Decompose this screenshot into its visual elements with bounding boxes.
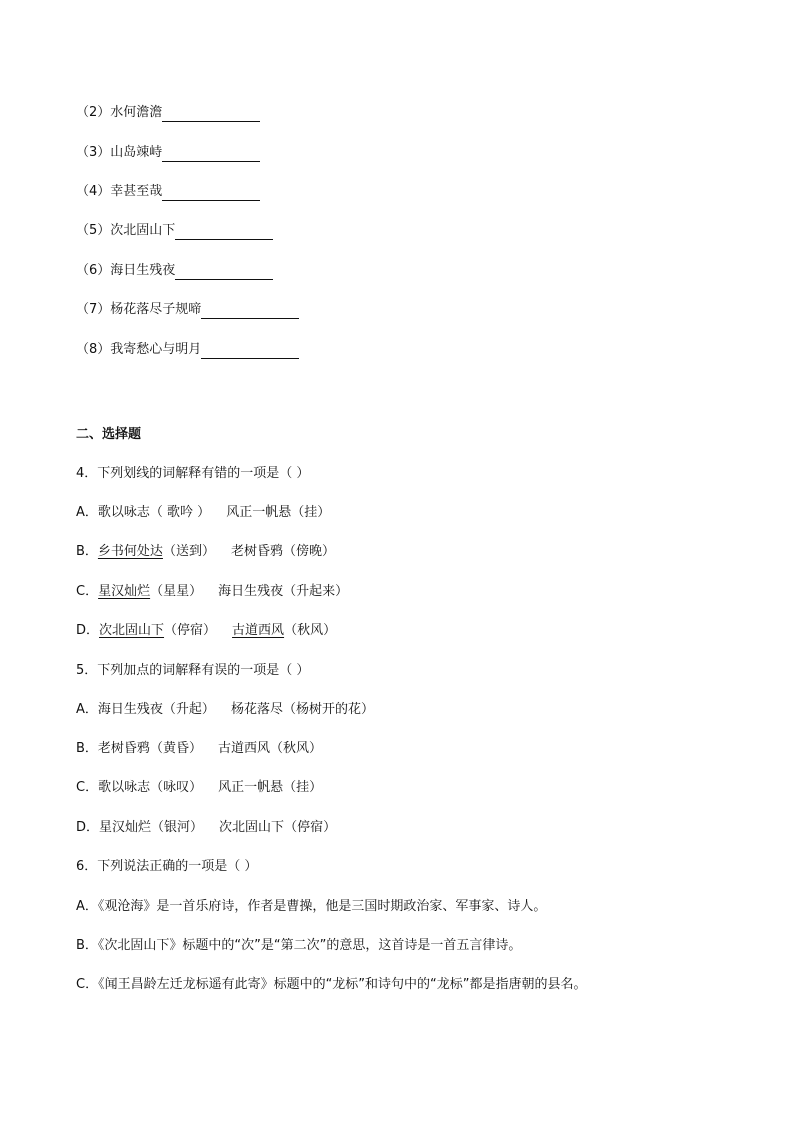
option-phrase-2: 海日生残夜 [218,584,284,599]
fill-item-text: 水何澹澹 [110,105,163,120]
q6-option-c[interactable]: C．《闻王昌龄左迁龙标遥有此寄》标题中的“龙标”和诗句中的“龙标”都是指唐朝的县名。 [76,977,587,992]
option-phrase-2: 古道西风 [217,741,270,756]
answer-blank[interactable] [201,344,299,359]
option-explain-2: （挂） [283,780,323,795]
option-phrase-1: 歌以咏志 [97,505,150,520]
answer-blank[interactable] [201,304,299,319]
q6-option-a[interactable]: A．《观沧海》是一首乐府诗，作者是曹操，他是三国时期政治家、军事家、诗人。 [76,899,547,914]
option-explain-1: （银河） [151,820,204,835]
fill-item-number: （2） [76,105,111,120]
answer-blank[interactable] [162,186,260,201]
option-explain-1: （升起） [162,702,215,717]
option-label: B． [76,544,98,559]
option-phrase-1: 海日生残夜 [97,702,163,717]
option-label: A． [76,702,98,717]
option-explain-2: （停宿） [284,820,337,835]
option-phrase-1: 老树昏鸦 [97,741,150,756]
question-5-stem: 5．下列加点的词解释有误的一项是（ ） [76,663,310,678]
option-label: A． [76,505,98,520]
option-explain-1: （送到） [162,544,215,559]
fill-item-text: 山岛竦峙 [110,145,163,160]
fill-item-text: 次北固山下 [110,223,176,238]
fill-item-7 [76,301,299,319]
fill-item-5 [76,222,273,240]
option-phrase-1: 歌以咏志 [98,780,151,795]
fill-item-3 [76,144,260,162]
option-explain-2: （杨树开的花） [282,702,374,717]
fill-item-8 [76,341,299,359]
option-explain-1: （ 歌吟 ） [149,505,211,520]
q4-option-d[interactable] [76,622,336,640]
q4-option-c[interactable] [76,583,348,601]
q6-option-b[interactable]: B．《次北固山下》标题中的“次”是“第二次”的意思，这首诗是一首五言律诗。 [76,938,522,953]
option-label: C． [76,584,99,599]
option-phrase-2: 风正一帆悬 [218,780,284,795]
option-explain-2: （傍晚） [282,544,335,559]
fill-item-number: （6） [76,263,111,278]
option-label: D． [76,820,100,835]
fill-item-text: 我寄愁心与明月 [110,342,202,357]
option-label: B． [76,741,98,756]
fill-item-text: 杨花落尽子规啼 [110,302,202,317]
fill-item-text: 幸甚至哉 [110,184,163,199]
answer-blank[interactable] [162,147,260,162]
option-phrase-1: 乡书何处达 [97,544,163,559]
question-6-stem: 6．下列说法正确的一项是（ ） [76,859,258,874]
option-phrase-2: 古道西风 [232,623,285,638]
option-phrase-2: 杨花落尽 [230,702,283,717]
fill-item-6 [76,262,273,280]
q4-option-a[interactable] [76,504,330,522]
section-title: 二、选择题 [76,427,142,442]
answer-blank[interactable] [162,107,260,122]
question-4-stem: 4．下列划线的词解释有错的一项是（ ） [76,466,310,481]
option-phrase-1: 次北固山下 [99,623,165,638]
fill-item-2 [76,104,260,122]
q5-option-b[interactable] [76,740,322,758]
option-explain-1: （停宿） [164,623,217,638]
option-explain-1: （咏叹） [150,780,203,795]
fill-item-number: （8） [76,342,111,357]
fill-item-number: （3） [76,145,111,160]
fill-item-number: （7） [76,302,111,317]
q4-option-b[interactable] [76,543,335,561]
fill-item-number: （4） [76,184,111,199]
option-explain-2: （秋风） [269,741,322,756]
option-phrase-1: 星汉灿烂 [99,820,152,835]
q5-option-c[interactable] [76,779,322,797]
option-phrase-2: 风正一帆悬 [226,505,292,520]
option-explain-2: （挂） [291,505,331,520]
option-explain-2: （秋风） [284,623,337,638]
option-explain-1: （星星） [150,584,203,599]
answer-blank[interactable] [175,225,273,240]
option-phrase-1: 星汉灿烂 [98,584,151,599]
fill-item-number: （5） [76,223,111,238]
q5-option-d[interactable] [76,819,336,837]
answer-blank[interactable] [175,265,273,280]
option-explain-1: （黄昏） [149,741,202,756]
option-explain-2: （升起来） [283,584,349,599]
option-phrase-2: 老树昏鸦 [230,544,283,559]
fill-item-4 [76,183,260,201]
fill-item-text: 海日生残夜 [110,263,176,278]
q5-option-a[interactable] [76,701,374,719]
option-phrase-2: 次北固山下 [219,820,285,835]
option-label: D． [76,623,100,638]
option-label: C． [76,780,99,795]
